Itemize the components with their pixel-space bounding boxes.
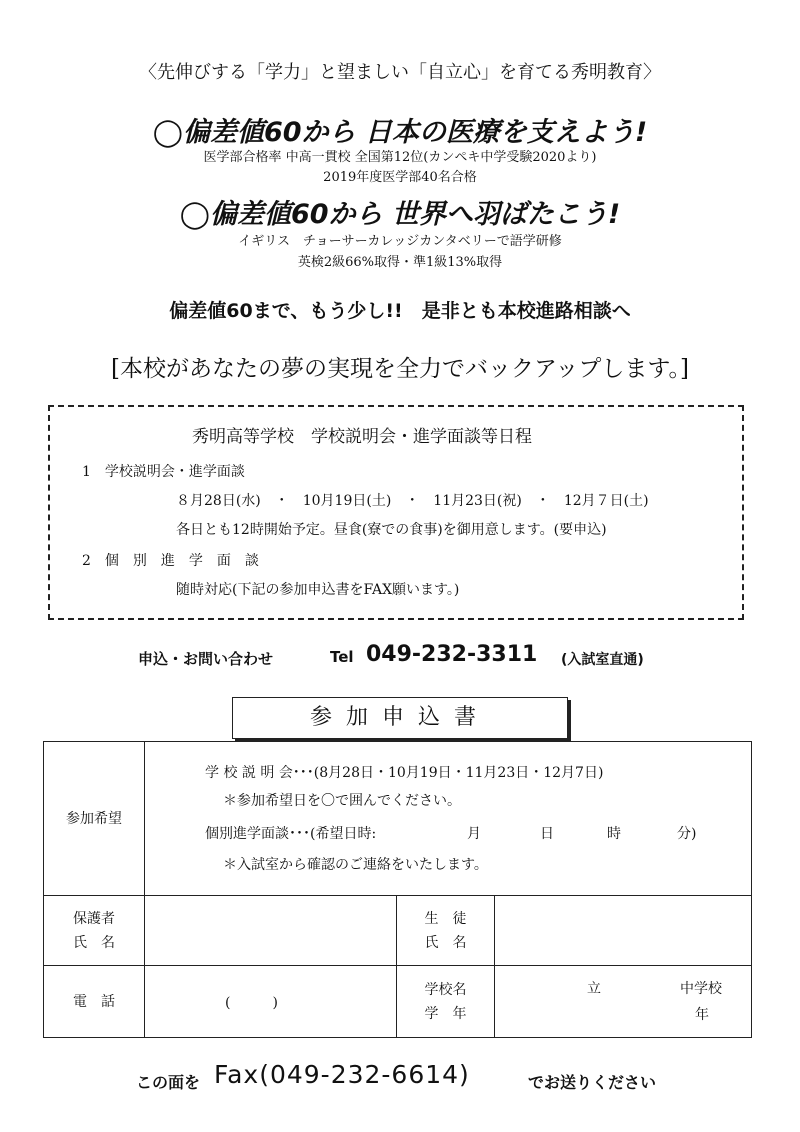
tel-note: (入試室直通) (561, 652, 644, 668)
tel-number: 049-232-3311 (366, 642, 538, 667)
school-label-line1: 学校名 (424, 981, 467, 998)
phone-area-code-parens: ( ) (225, 994, 278, 1011)
school-grade-field[interactable] (495, 966, 752, 1038)
mendan-minute: 分) (677, 826, 697, 842)
participation-options-cell[interactable] (145, 742, 752, 896)
student-label-line1: 生 徒 (424, 910, 467, 927)
mendan-month: 月 (467, 826, 481, 842)
catch-copy: 偏差値60まで、もう少し!! 是非とも本校進路相談へ (169, 300, 631, 322)
school-ritsu: 立 (587, 981, 601, 997)
school-grade-label (397, 966, 495, 1038)
support-message: [本校があなたの夢の実現を全力でバックアップします。] (111, 356, 689, 382)
student-name-label (397, 896, 495, 966)
tagline: 〈先伸びする「学力」と望ましい「自立心」を育てる秀明教育〉 (139, 62, 661, 83)
world-subtext-1: イギリス チョーサーカレッジカンタベリーで語学研修 (238, 234, 562, 249)
student-name-field[interactable] (495, 896, 752, 966)
mendan-hour: 時 (607, 826, 621, 842)
headline-world: ◯偏差値60から 世界へ羽ばたこう! (179, 199, 621, 230)
footer-fax-number: Fax(049-232-6614) (214, 1060, 470, 1089)
application-form-title: 参加申込書 (232, 697, 568, 739)
headline-medical: ◯偏差値60から 日本の医療を支えよう! (152, 117, 648, 148)
medical-subtext-1: 医学部合格率 中高一貫校 全国第12位(カンペキ中学受験2020より) (203, 150, 597, 165)
setsumeikai-note: ＊参加希望日を〇で囲んでください。 (223, 793, 461, 809)
medical-subtext-2: 2019年度医学部40名合格 (323, 170, 477, 185)
footer-suffix: でお送りください (528, 1073, 657, 1092)
school-label-line2: 学 年 (424, 1005, 467, 1022)
guardian-label-line2: 氏 名 (73, 934, 115, 951)
mendan-note: ＊入試室から確認のご連絡をいたします。 (223, 857, 488, 873)
mendan-option[interactable]: 個別進学面談･･･(希望日時: (205, 826, 377, 842)
mendan-day: 日 (540, 826, 554, 842)
world-subtext-2: 英検2級66%取得・準1級13%取得 (297, 255, 503, 270)
tel-label: Tel (330, 648, 354, 666)
application-form (43, 741, 752, 1038)
guardian-name-label (44, 896, 145, 966)
guardian-label-line1: 保護者 (73, 910, 115, 927)
footer-prefix: この面を (136, 1073, 201, 1092)
participation-label (44, 742, 145, 896)
phone-field[interactable] (145, 966, 397, 1038)
participation-label-text: 参加希望 (66, 810, 122, 827)
phone-label-text: 電 話 (73, 993, 115, 1010)
guardian-name-field[interactable] (145, 896, 397, 966)
schedule-item-1: 1 学校説明会・進学面談 (82, 464, 245, 480)
schedule-note-2: 随時対応(下記の参加申込書をFAX願います。) (176, 582, 460, 598)
student-label-line2: 氏 名 (424, 934, 467, 951)
schedule-note-1: 各日とも12時開始予定。昼食(寮での食事)を御用意します。(要申込) (176, 522, 607, 538)
schedule-title: 秀明高等学校 学校説明会・進学面談等日程 (192, 427, 532, 447)
schedule-dates: ８月28日(水) ・ 10月19日(土) ・ 11月23日(祝) ・ 12月７日(土) (176, 493, 649, 509)
contact-label: 申込・お問い合わせ (138, 650, 274, 668)
schedule-item-2: 2 個 別 進 学 面 談 (82, 553, 259, 569)
phone-label (44, 966, 145, 1038)
school-nen: 年 (695, 1007, 709, 1023)
setsumeikai-option[interactable]: 学 校 説 明 会･･･(8月28日・10月19日・11月23日・12月7日) (205, 765, 604, 781)
school-chugakko: 中学校 (680, 981, 722, 997)
